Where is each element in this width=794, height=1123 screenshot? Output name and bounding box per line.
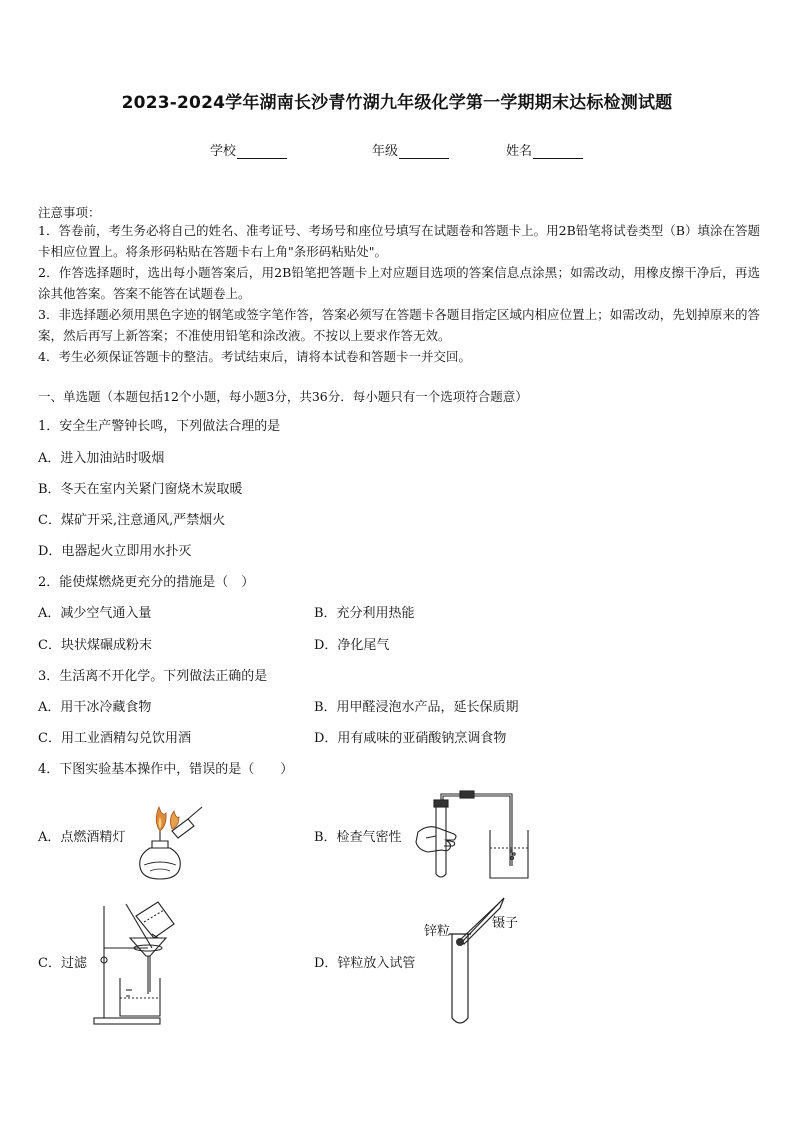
filtration-figure bbox=[92, 898, 202, 1028]
zinc-label: 锌粒 bbox=[424, 924, 451, 939]
question-stem: 2．能使煤燃烧更充分的措施是（ ） bbox=[38, 575, 255, 590]
option-c[interactable]: C．过滤 bbox=[38, 956, 87, 971]
grade-label: 年级 bbox=[372, 144, 399, 159]
question-stem: 3．生活离不开化学。下列做法正确的是 bbox=[38, 669, 268, 684]
school-field[interactable] bbox=[210, 140, 287, 159]
note-item: 1．答卷前，考生务必将自己的姓名、准考证号、考场号和座位号填写在试题卷和答题卡上。用2B铅笔将试卷类型（B）填涂在答题卡相应位置上。将条形码粘贴在答题卡右上角"条形码粘贴处"。 bbox=[38, 223, 760, 259]
question-stem: 1．安全生产警钟长鸣，下列做法合理的是 bbox=[38, 419, 281, 434]
option-c[interactable]: C．煤矿开采,注意通风,严禁烟火 bbox=[38, 513, 226, 528]
grade-blank[interactable] bbox=[399, 144, 449, 159]
option-a[interactable]: A．用干冰冷藏食物 bbox=[38, 700, 152, 715]
option-a[interactable]: A．进入加油站时吸烟 bbox=[38, 451, 165, 466]
school-blank[interactable] bbox=[237, 144, 287, 159]
note-item: 3．非选择题必须用黑色字迹的钢笔或签字笔作答，答案必须写在答题卡各题目指定区域内相应位置上；如需改动，先划掉原来的答案，然后再写上新答案；不准使用铅笔和涂改液。不按以上要求作答无效。 bbox=[38, 307, 760, 343]
alcohol-lamp-figure bbox=[128, 793, 208, 883]
option-b[interactable]: B．充分利用热能 bbox=[314, 606, 415, 621]
section-heading: 一、单选题（本题包括12个小题，每小题3分，共36分．每小题只有一个选项符合题意） bbox=[38, 389, 528, 404]
note-item: 2．作答选择题时，选出每小题答案后，用2B铅笔把答题卡上对应题目选项的答案信息点涂黑；如需改动，用橡皮擦干净后，再选涂其他答案。答案不能答在试题卷上。 bbox=[38, 265, 760, 301]
option-b[interactable]: B．用甲醛浸泡水产品，延长保质期 bbox=[314, 700, 519, 715]
option-a[interactable]: A．点燃酒精灯 bbox=[38, 830, 126, 845]
page-title: 2023-2024学年湖南长沙青竹湖九年级化学第一学期期末达标检测试题 bbox=[121, 93, 673, 113]
notes-heading: 注意事项： bbox=[38, 205, 101, 220]
name-blank[interactable] bbox=[533, 144, 583, 159]
air-tightness-figure bbox=[408, 788, 538, 884]
option-d[interactable]: D．电器起火立即用水扑灭 bbox=[38, 544, 192, 559]
option-c[interactable]: C．块状煤碾成粉末 bbox=[38, 638, 152, 653]
tweezers-label: 镊子 bbox=[492, 916, 519, 931]
grade-field[interactable] bbox=[372, 140, 449, 159]
option-b[interactable]: B．冬天在室内关紧门窗烧木炭取暖 bbox=[38, 482, 243, 497]
zinc-test-tube-figure bbox=[440, 890, 530, 1030]
option-a[interactable]: A．减少空气通入量 bbox=[38, 606, 152, 621]
question-stem: 4．下图实验基本操作中，错误的是（ ） bbox=[38, 762, 294, 777]
note-item: 4．考生必须保证答题卡的整洁。考试结束后，请将本试卷和答题卡一并交回。 bbox=[38, 349, 471, 364]
name-label: 姓名 bbox=[506, 144, 533, 159]
option-b[interactable]: B．检查气密性 bbox=[314, 830, 402, 845]
school-label: 学校 bbox=[210, 144, 237, 159]
option-c[interactable]: C．用工业酒精勾兑饮用酒 bbox=[38, 731, 191, 746]
name-field[interactable] bbox=[506, 140, 583, 159]
option-d[interactable]: D．净化尾气 bbox=[314, 638, 390, 653]
option-d[interactable]: D．用有咸味的亚硝酸钠烹调食物 bbox=[314, 731, 507, 746]
option-d[interactable]: D．锌粒放入试管 bbox=[314, 956, 416, 971]
